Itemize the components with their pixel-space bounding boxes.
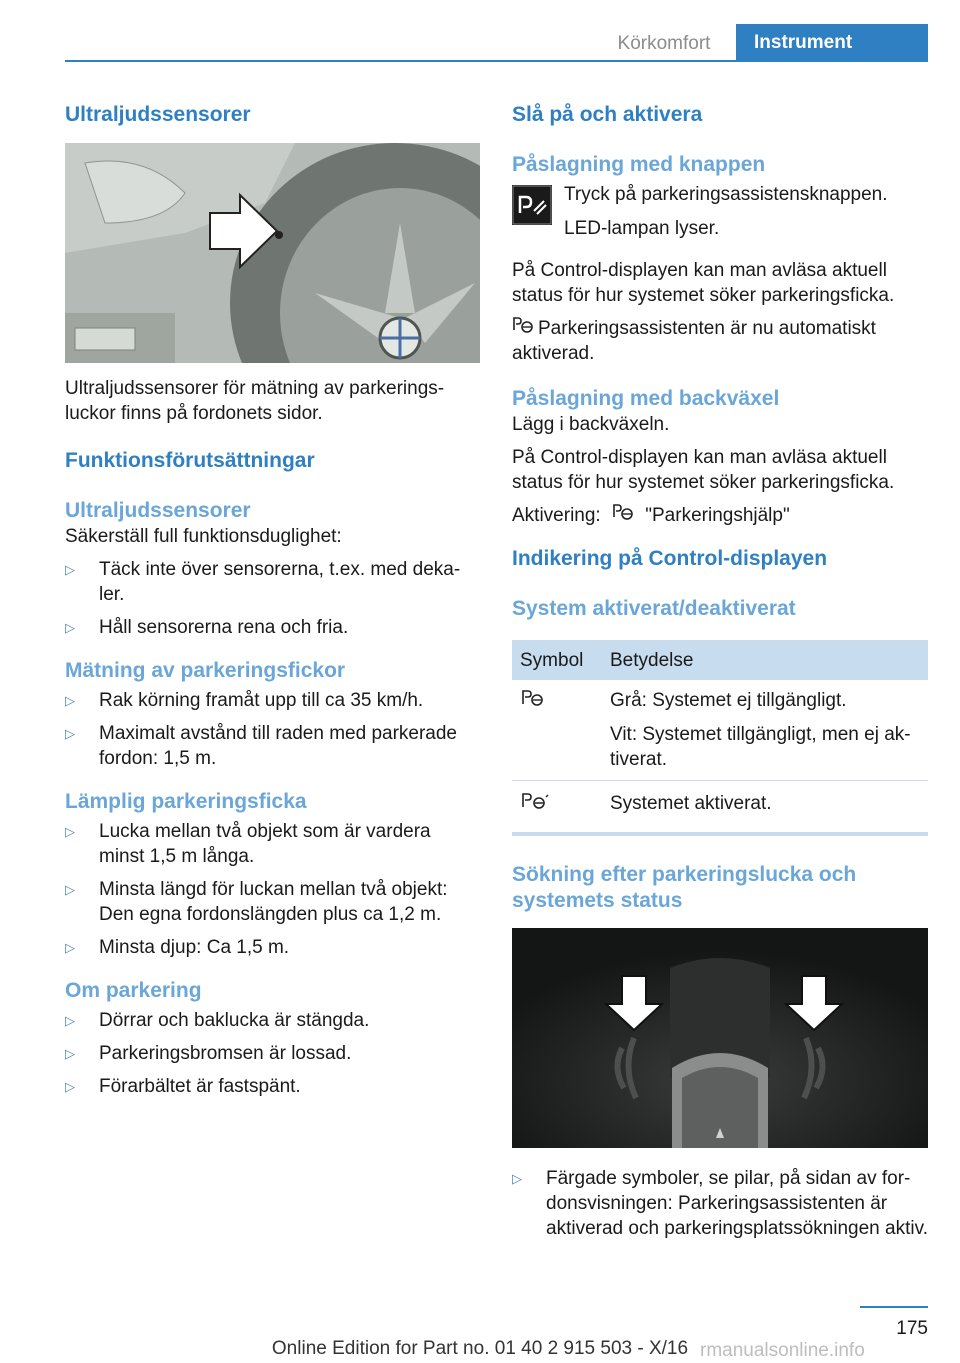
list-item: ▷ Rak körning framåt upp till ca 35 km/h. (65, 690, 424, 711)
heading-suitable-space: Lämplig parkeringsficka (65, 790, 307, 813)
heading-measuring: Mätning av parkeringsfickor (65, 659, 346, 682)
auto-text: Parkeringsassistenten är nu automatiskt aktiverad. (512, 318, 876, 364)
parking-assistant-button-icon (512, 185, 552, 225)
heading-indication: Indikering på Control-displayen (512, 547, 828, 570)
heading-ultrasonic-sensors: Ultraljudssensorer (65, 103, 251, 126)
header-chapter-tab: Instrument (736, 24, 928, 62)
activation-line: Aktivering: "Parkeringshjälp" (512, 505, 790, 526)
bullet-triangle-icon: ▷ (65, 693, 75, 708)
bullet-triangle-icon: ▷ (65, 824, 75, 839)
press-text: Tryck på parkeringsassistensknappen. (564, 184, 888, 205)
bullet-triangle-icon: ▷ (65, 1013, 75, 1028)
cd-status-text-2: På Control-displayen kan man avläsa aktuell status för hur systemet söker parkeringsficka. (512, 447, 895, 493)
list-item: ▷ Maximalt avstånd till raden med parkerade fordon: 1,5 m. (65, 723, 458, 769)
list-item: ▷ Täck inte över sensorerna, t.ex. med deka-ler. (65, 559, 461, 605)
table-row (512, 781, 928, 835)
bullet-triangle-icon: ▷ (65, 1079, 75, 1094)
cd-status-text: På Control-displayen kan man avläsa aktuell status för hur systemet söker parkeringsficka. (512, 260, 895, 306)
table-cell-meaning: Systemet aktiverat. (602, 781, 928, 835)
table-cell-meaning: Grå: Systemet ej tillgängligt. Vit: Systemet tillgängligt, men ej ak-tiverat. (602, 680, 928, 781)
page-number: 175 (896, 1318, 928, 1339)
display-screenshot (512, 928, 928, 1148)
page-number-rule (860, 1306, 928, 1308)
list-item: ▷ Färgade symboler, se pilar, på sidan av for-donsvisningen: Parkeringsassistenten är aktiverad och parkeringsplatssökningen aktiv. (512, 1168, 928, 1239)
table-header: Betydelse (602, 640, 928, 680)
sensor-illustration (65, 143, 480, 363)
list-item: ▷ Minsta djup: Ca 1,5 m. (65, 937, 290, 958)
heading-about-parking: Om parkering (65, 979, 202, 1002)
bullet-triangle-icon: ▷ (65, 882, 75, 897)
about-list (65, 1008, 480, 1099)
bullet-triangle-icon: ▷ (65, 726, 75, 741)
list-item: ▷ Håll sensorerna rena och fria. (65, 617, 349, 638)
header-section-tab: Körkomfort (617, 33, 711, 54)
bullet-triangle-icon: ▷ (65, 562, 75, 577)
led-text: LED-lampan lyser. (564, 218, 720, 239)
photo1-caption: Ultraljudssensorer för mätning av parkerings-luckor finns på fordonets sidor. (65, 378, 445, 424)
table-header-row (512, 640, 928, 680)
control-display-illustration (512, 928, 928, 1148)
table-header: Symbol (512, 640, 602, 680)
bullet-triangle-icon: ▷ (512, 1171, 522, 1186)
heading-switch-on: Slå på och aktivera (512, 103, 703, 126)
edition-footer: Online Edition for Part no. 01 40 2 915 503 - X/16 (271, 1338, 689, 1359)
parking-assist-icon (606, 503, 640, 528)
heading-search-status: Sökning efter parkeringslucka och systemets status (512, 863, 857, 912)
list-item: ▷ Minsta längd för luckan mellan två objekt: Den egna fordonslängden plus ca 1,2 m. (65, 879, 448, 925)
table-row (512, 680, 928, 781)
parking-assist-grey-icon (520, 692, 546, 713)
parking-assist-icon (512, 316, 538, 341)
search-list (512, 1166, 928, 1241)
heading-ultrasonic-sensors-2: Ultraljudssensorer (65, 499, 251, 522)
table-cell-symbol (512, 781, 602, 835)
heading-reverse-on: Påslagning med backväxel (512, 387, 780, 410)
list-item: ▷ Förarbältet är fastspänt. (65, 1076, 301, 1097)
parking-assist-active-icon (520, 795, 550, 816)
sensor-photo (65, 143, 480, 363)
list-item: ▷ Dörrar och baklucka är stängda. (65, 1010, 370, 1031)
symbol-table (512, 640, 928, 836)
list-item: ▷ Lucka mellan två objekt som är vardera minst 1,5 m långa. (65, 821, 431, 867)
button-instruction (512, 182, 928, 241)
ensure-text: Säkerställ full funktionsduglighet: (65, 526, 342, 547)
right-column (512, 100, 928, 1241)
heading-requirements: Funktionsförutsättningar (65, 449, 315, 472)
sensor-list (65, 557, 480, 640)
suitable-list (65, 819, 480, 960)
bullet-triangle-icon: ▷ (65, 620, 75, 635)
measure-list (65, 688, 480, 771)
left-column (65, 100, 480, 1099)
table-cell-symbol (512, 680, 602, 781)
list-item: ▷ Parkeringsbromsen är lossad. (65, 1043, 352, 1064)
bullet-triangle-icon: ▷ (65, 940, 75, 955)
header-rule (65, 60, 928, 62)
watermark: rmanualsonline.info (700, 1340, 865, 1361)
bullet-triangle-icon: ▷ (65, 1046, 75, 1061)
reverse-text: Lägg i backväxeln. (512, 414, 670, 435)
heading-button-on: Påslagning med knappen (512, 153, 766, 176)
heading-system-status: System aktiverat/deaktiverat (512, 597, 796, 620)
